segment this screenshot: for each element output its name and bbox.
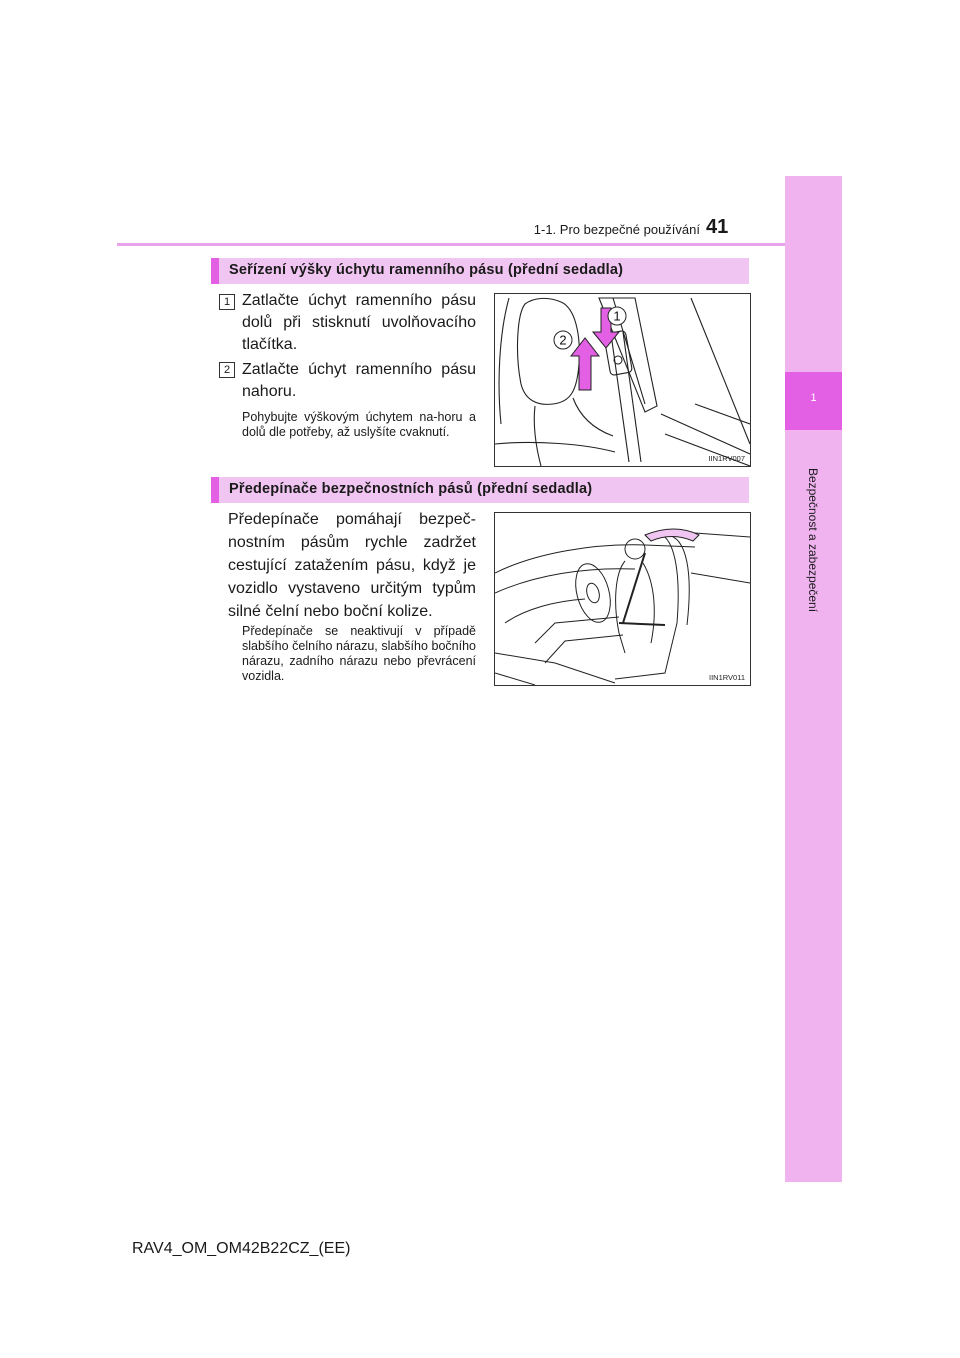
section-header: 1-1. Pro bezpečné používání [533,222,700,237]
pretensioner-illustration [495,513,750,685]
note-pretensioners: Předepínače se neaktivují v případě slabšího čelního nárazu, slabšího bočního nárazu, zadního nárazu nebo převrácení vozidla. [242,624,476,683]
header-divider [117,243,785,246]
pretensioner-description: Předepínače pomáhají bezpeč-nostním pásům rychle zadržet cestující zatažením pásu, když je vozidlo vystaveno určitým typům silné čelní nebo boční kolize. [228,511,476,620]
chapter-label: Bezpečnost a zabezpečení [806,467,820,613]
step-number-2: 2 [219,362,235,378]
figure-shoulder-anchor [494,293,751,467]
section-heading-text: Seřízení výšky úchytu ramenního pásu (přední sedadla) [229,262,624,278]
step-text-1: Zatlačte úchyt ramenního pásu dolů při stisknutí uvolňovacího tlačítka. [242,292,476,353]
figure-pretensioners [494,512,751,686]
step-text-2: Zatlačte úchyt ramenního pásu nahoru. [242,361,476,400]
page-number: 41 [706,216,729,238]
figure-code-1: IIN1RV007 [708,454,745,463]
callout-1: 1 [613,308,621,324]
chapter-side-tab [785,176,842,1182]
step-number-1: 1 [219,294,235,310]
document-code: RAV4_OM_OM42B22CZ_(EE) [132,1240,351,1257]
figure-code-2: IIN1RV011 [709,673,745,682]
note-shoulder-anchor: Pohybujte výškovým úchytem na-horu a dolů dle potřeby, až uslyšíte cvaknutí. [242,410,476,439]
callout-2: 2 [559,332,567,348]
shoulder-anchor-illustration [495,294,750,466]
section-heading-shoulder-anchor [211,258,749,284]
chapter-number: 1 [810,392,817,404]
section-heading-text-2: Předepínače bezpečnostních pásů (přední sedadla) [229,481,593,497]
section-heading-pretensioners [211,477,749,503]
